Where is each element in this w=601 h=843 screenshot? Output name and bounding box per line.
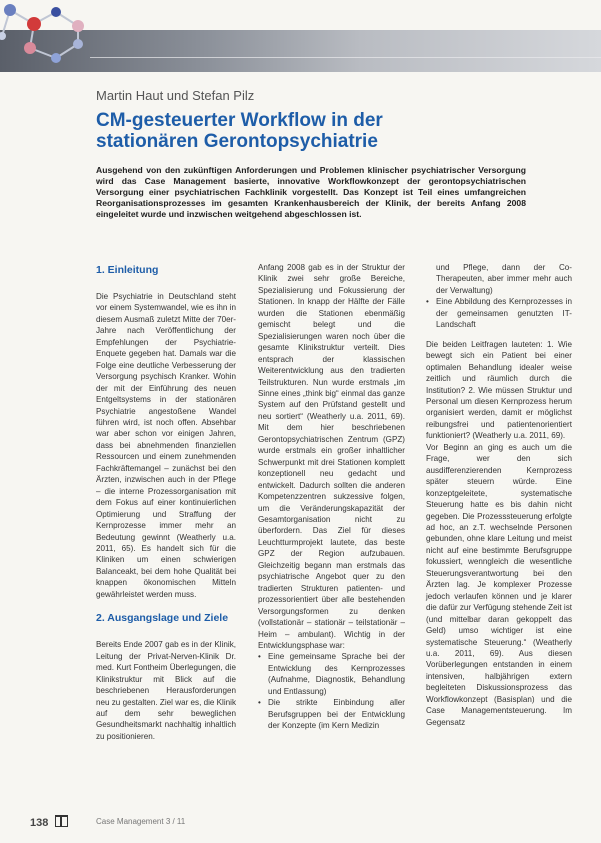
list-item: • Die strikte Einbindung aller Berufsgruppen bei der Entwicklung der Konzepte (im Kern Medizin [258,697,405,731]
section-heading-ausgangslage: 2. Ausgangslage und Ziele [96,612,229,625]
abstract: Ausgehend von den zukünftigen Anforderungen und Problemen klinischer psychiatrischer Versorgung wird das Case Management basierte, innovative Workflowkonzept der gerontopsychiatrischen Versorgung einer psychiatrischen Fachklinik vorgestellt. Das Konzept ist Teil eines umfangreichen Reorganisationsprozesses im gesamten Krankenhausbereich der Klinik, der bereits Anfang 2008 eingeleitet wurde und inzwischen weitgehend abgeschlossen ist. [96,165,526,220]
paragraph: Die beiden Leitfragen lauteten: 1. Wie bewegt sich ein Patient bei einer optimalen Behandlung idealer weise zeitlich und räumlich durch die Institution? 2. Wie müssen Struktur und Personal um diesen Kernprozess herum organisiert werden, damit er möglichst reibungsfrei und patientenorientiert funktioniert? (Weatherly u.a. 2011, 69). [426,339,572,441]
journal-name: Case Management 3 / 11 [96,817,186,826]
page-number: 138 [30,817,49,829]
authors: Martin Haut und Stefan Pilz [96,88,255,103]
column-3 [426,262,572,728]
bullet-list [426,296,572,330]
paragraph: Bereits Ende 2007 gab es in der Klinik, Leitung der Privat-Nerven-Klinik Dr. med. Kurt Fontheim Überlegungen, die Klinikstruktur mit Blick auf die beschriebenen Herausforderungen neu zu gestalten. Ziel war es, die Klinik auf dem sehr beweglichen Gesundheitsmarkt nachhaltig inhaltlich zu positionieren. [96,640,236,741]
paragraph: Anfang 2008 gab es in der Struktur der Klinik zwei sehr große Bereiche, Spezialisierung und Fokussierung der Stationen. In knapp der Hälfte der Fälle wurden die Stationen ebenmäßig gemischt belegt und die Spezialisierungen waren noch über die gesamte Klinikstruktur verteilt. Dies entsprach der klassischen Weiterentwicklung aus den tradierten Teilstrukturen. Nun wurde erstmals „im Sinne eines „think big“ einmal das ganze System auf den Prüfstand gestellt und neu sortiert“ (Weatherly u.a. 2011, 69). Mit dem hier beschriebenen Gerontopsychiatrischen Zentrum (GPZ) wurde erstmals ein großer inhaltlicher Schwerpunkt mit drei Stationen komplett konzeptionell neu gedacht und entwickelt. Dadurch sollten die anderen Kompetenzzentren sukzessive folgen, um die Veränderungskapazität der Gesamtorganisation nicht zu überfordern. Das Ziel für dieses Leuchtturmprojekt lautete, das beste GPZ der Region aufzubauen. Gleichzeitig begann man erstmals das psychiatrische Angebot quer zu den tradierten Strukturen patienten- und prozessorientiert über alle bestehenden Versorgungsformen zu denken (vollstationär – stationär – teilstationär – Heim – ambulant). Wichtig in der Entwicklungsphase war: [258,263,405,650]
column-1 [96,262,236,742]
paragraph: Vor Beginn an ging es auch um die Frage, wer den sich ausdifferenzierenden Kernprozess später steuern würde. Eine konzeptgeleitete, systematische Steuerung hatte es bis dahin nicht gegeben. Die Prozesssteuerung erfolgte ad hoc, an z.T. wechselnde Personen gebunden, ohne klare Leitung und meist nicht auf eine bestimmte Berufsgruppe fokussiert, wenngleich die wesentliche Steuerungsverantwortung bei den Ärzten lag. Je komplexer Prozesse jedoch verlaufen können und je klarer die dafür zur Verfügung stehende Zeit ist (und mittelbar daran gekoppelt das Geld) umso wichtiger ist eine systematische Steuerung.“ (Weatherly u.a. 2011, 69). Aus diesen Vorüberlegungen entstanden in einem intensiven, halbjährigen extern begleiteten Diskussionsprozess das Workflowkonzept (Basisplan) und die Case Managementsteuerung. Im Gegensatz [426,442,572,727]
bullet-continuation [426,262,572,296]
list-item: • Eine gemeinsame Sprache bei der Entwicklung des Kernprozesses (Aufnahme, Diagnostik, Behandlung und Entlassung) [258,651,405,697]
column-2 [258,262,405,732]
paragraph: Die Psychiatrie in Deutschland steht vor einem Systemwandel, wie es ihn in diesem Ausmaß zuletzt Mitte der 70er-Jahre nach Veröffentlichung der Empfehlungen der Psychiatrie-Enquete gegeben hat. Damals war die Folge eine deutliche Verbesserung der Versorgung psychisch Kranker. Wohin der mit der Einführung des neuen Entgeltsystems in der stationären Psychiatrie angestoßene Wandel führen wird, ist noch offen. Absehbar war aber schon vor einigen Jahren, dass bei abnehmenden finanziellen Ressourcen und einem zunehmenden Fachkräftemangel – zunächst bei den Ärzten, inzwischen auch in der Pflege – die interne Prozessorganisation mit dem Fokus auf einer kontinuierlichen Optimierung und Straffung der Kernprozesse immer mehr an Bedeutung gewinnt (Weatherly u.a. 2011, 65). Es handelt sich für die Kliniken um einen schwierigen Balanceakt, bei dem hohe Qualität bei knappen ökonomischen Mitteln gewährleistet werden muss. [96,292,236,599]
header-rule [90,57,601,58]
list-item-continued: und Pflege, dann der Co-Therapeuten, aber immer mehr auch der Verwaltung) [436,263,572,295]
spacer [426,331,572,339]
bullet-list [258,651,405,731]
article-title [96,110,416,152]
section-heading-einleitung: 1. Einleitung [96,264,159,276]
molecule-graphic [0,0,100,80]
book-icon [55,815,68,827]
title-line-1: CM-gesteuerter Workflow in der [96,110,383,131]
page-footer [30,815,74,829]
list-item: • Eine Abbildung des Kernprozesses in der gemeinsamen genutzten IT-Landschaft [426,296,572,330]
title-line-2: stationären Gerontopsychiatrie [96,131,378,152]
